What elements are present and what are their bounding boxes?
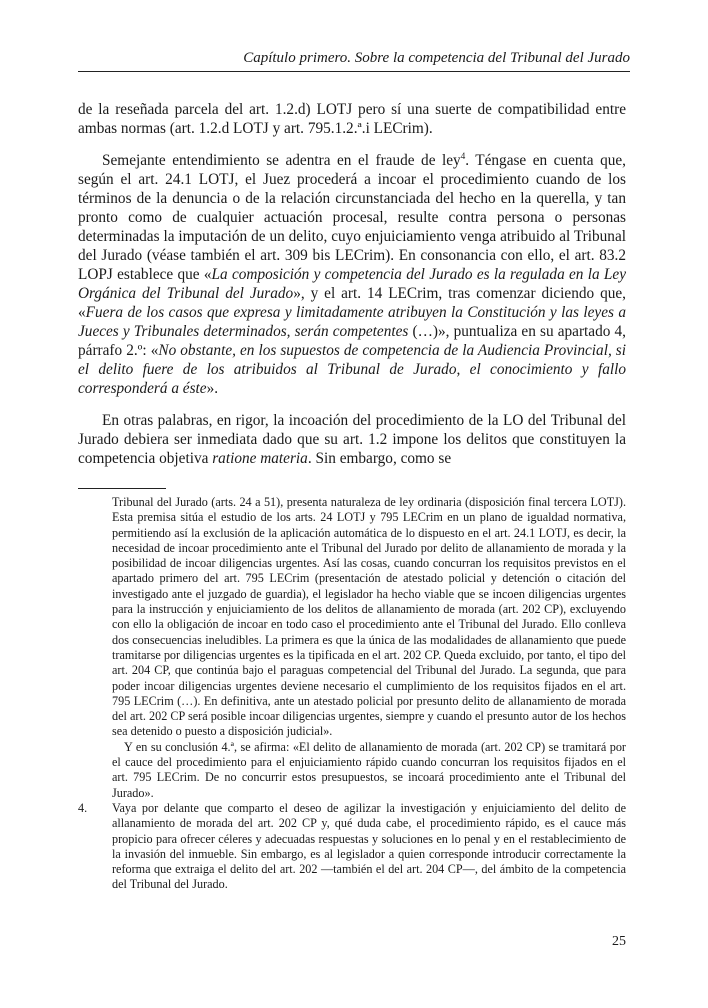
text-span: Semejante entendimiento se adentra en el fraude de ley: [102, 152, 461, 169]
chapter-title: Capítulo primero. Sobre la competencia del Tribunal del Jurado: [243, 50, 630, 66]
paragraph-2: [78, 151, 626, 398]
quote-italic: Fuera de los casos que expresa y limitadamente atribuyen la Constitución y las leyes a Jueces y Tribunales determinados, serán competentes: [78, 304, 626, 340]
page-number: 25: [612, 934, 626, 949]
main-text: [78, 100, 626, 481]
paragraph-3: [78, 411, 626, 468]
footnote-4-text: Vaya por delante que comparto el deseo de agilizar la investigación y enjuiciamiento del delito de allanamiento de morada del art. 202 CP y, qué duda cabe, el procedimiento rápido, es el cauce más propicio para ofrecer céleres y adecuadas respuestas y soluciones en lo penal y en el restablecimiento de la invasión del inmueble. Sin embargo, es al legislador a quien corresponde introducir correctamente la reforma que extraiga el delito del art. 202 —también el del art. 204 CP—, del ámbito de la competencia del Tribunal del Jurado.: [112, 800, 626, 892]
text-span: », y el art. 14 LECrim, tras comenzar diciendo que, «: [78, 285, 626, 321]
running-header: [78, 50, 630, 72]
footnote-continuation-p2: Y en su conclusión 4.ª, se afirma: «El delito de allanamiento de morada (art. 202 CP) se tramitará por el cauce del procedimiento para el enjuiciamiento rápido cuando concurran los requisitos fijados en el art. 795 LECrim. De no concurrir estos presupuestos, se incoará procedimiento ante el Tribunal del Jurado».: [112, 739, 626, 800]
text-span: . Téngase en cuenta que, según el art. 24.1 LOTJ, el Juez procederá a incoar el procedimiento cuando de los términos de la denuncia o de la relación circunstanciada del hecho en la querella, y tan pronto como de cualquier actuación procesal, resulte contra persona o personas determinadas la imputación de un delito, cuyo enjuiciamiento venga atribuido al Tribunal del Jurado (véase también el art. 309 bis LECrim). En consonancia con ello, el art. 83.2 LOPJ establece que «: [78, 152, 627, 283]
text-span: En otras palabras, en rigor, la incoación del procedimiento de la LO del Tribunal del Jurado debiera ser inmediata dado que su art. 1.2 impone los delitos que constituyen la competencia objetiva: [78, 412, 626, 467]
footnotes: [78, 488, 626, 893]
footnote-4: [78, 801, 626, 893]
footnote-ref[interactable]: 4: [460, 150, 466, 161]
quote-italic: La composición y competencia del Jurado es la regulada en la Ley Orgánica del Tribunal del Jurado: [78, 266, 627, 302]
footnote-continuation: [112, 495, 626, 801]
latin-term: ratione materia: [212, 450, 308, 467]
footnote-number: 4.: [78, 800, 88, 815]
text-span: (…)», puntualiza en su apartado 4, párrafo 2.º: «: [78, 323, 626, 359]
quote-italic: No obstante, en los supuestos de competencia de la Audiencia Provincial, si el delito fuere de los atribuidos al Tribunal de Jurado, el conocimiento y fallo corresponderá a éste: [78, 342, 627, 397]
paragraph-1: de la reseñada parcela del art. 1.2.d) LOTJ pero sí una suerte de compatibilidad entre ambas normas (art. 1.2.d LOTJ y art. 795.1.2.ª.i LECrim).: [78, 101, 626, 137]
footnote-separator: [78, 488, 166, 489]
footnote-continuation-p1: Tribunal del Jurado (arts. 24 a 51), presenta naturaleza de ley ordinaria (disposición final tercera LOTJ). Esta premisa sitúa el estudio de los arts. 24 LOTJ y 795 LECrim en un plano de igualdad normativa, permitiendo así la exclusión de la aplicación automática de lo dispuesto en el art. 24.1 LOTJ, es decir, la necesidad de incoar procedimiento ante el Tribunal del Jurado por delito de allanamiento de morada y la posibilidad de incoar diligencias urgentes. Así las cosas, cuando concurran los requisitos previstos en el apartado primero del art. 795 LECrim (presentación de atestado policial y detención o citación del investigado ante el juzgado de guardia), el legislador ha hecho viable que se incoen diligencias urgentes para la instrucción y enjuiciamiento de los delitos de allanamiento de morada (art. 202 CP), excluyendo con ello la obligación de incoar en todo caso el procedimiento ante el Tribunal del Jurado. Ello conlleva dos consecuencias ineludibles. La primera es que la única de las modalidades de allanamiento que puede tramitarse por diligencias urgentes es la tipificada en el art. 202 CP. Queda excluido, por tanto, el tipo del art. 204 CP, que continúa bajo el paraguas competencial del Tribunal del Jurado. La segunda, que para poder incoar diligencias urgentes deviene necesario el cumplimiento de los requisitos fijados en el art. 795 LECrim (…). En definitiva, ante un atestado policial por presunto delito de allanamiento de morada del art. 202 CP será posible incoar diligencias urgentes, siempre y cuando el presunto autor de los hechos sea detenido o puesto a disposición judicial».: [112, 495, 626, 739]
text-span: ».: [206, 380, 219, 397]
text-span: . Sin embargo, como se: [307, 450, 452, 467]
